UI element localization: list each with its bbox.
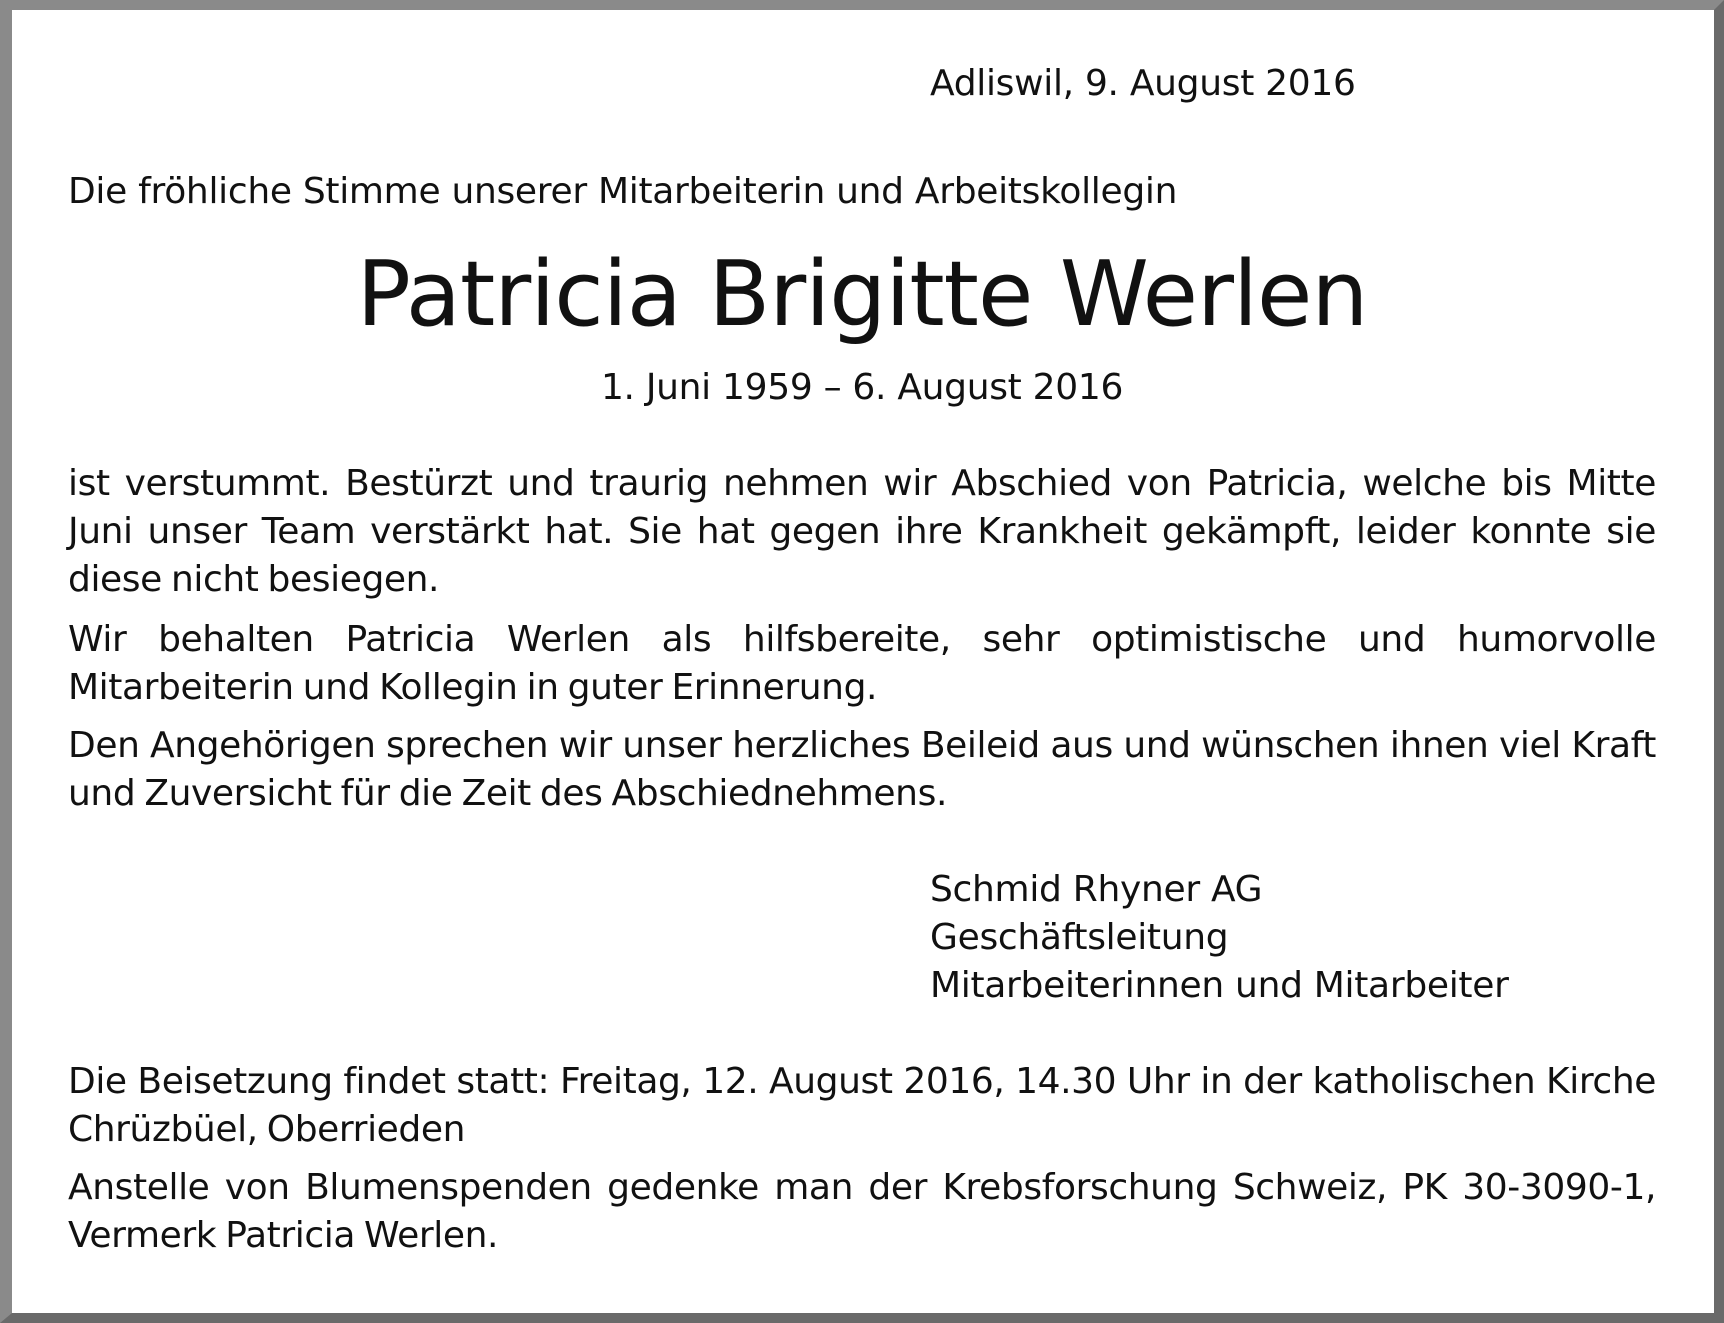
signature-management: Geschäftsleitung: [930, 917, 1229, 958]
deceased-name: Patricia Brigitte Werlen: [356, 242, 1368, 347]
lifespan-dates: 1. Juni 1959 – 6. August 2016: [600, 367, 1124, 408]
signature-company: Schmid Rhyner AG: [930, 869, 1263, 910]
intro-text: Die fröhliche Stimme unserer Mitarbeiterin und Arbeitskollegin: [68, 171, 1178, 212]
funeral-info: Die Beisetzung findet statt: Freitag, 12. August 2016, 14.30 Uhr in der katholischen Kirche Chrüzbüel, Oberrieden: [68, 1061, 1656, 1150]
paragraph-farewell: ist verstummt. Bestürzt und traurig nehmen wir Abschied von Patricia, welche bis Mitte Juni unser Team verstärkt hat. Sie hat gegen ihre Krankheit gekämpft, leider konnte sie diese nicht besiegen.: [68, 463, 1656, 600]
signature-staff: Mitarbeiterinnen und Mitarbeiter: [930, 965, 1509, 1006]
dateline: Adliswil, 9. August 2016: [930, 63, 1356, 104]
paragraph-condolence: Den Angehörigen sprechen wir unser herzliches Beileid aus und wünschen ihnen viel Kraft und Zuversicht für die Zeit des Abschiednehmens.: [68, 725, 1656, 814]
paragraph-memory: Wir behalten Patricia Werlen als hilfsbereite, sehr optimistische und humorvolle Mitarbeiterin und Kollegin in guter Erinnerung.: [68, 619, 1656, 708]
donation-info: Anstelle von Blumenspenden gedenke man der Krebsforschung Schweiz, PK 30-3090-1, Vermerk Patricia Werlen.: [68, 1167, 1656, 1256]
signature-block: [930, 866, 1509, 1010]
